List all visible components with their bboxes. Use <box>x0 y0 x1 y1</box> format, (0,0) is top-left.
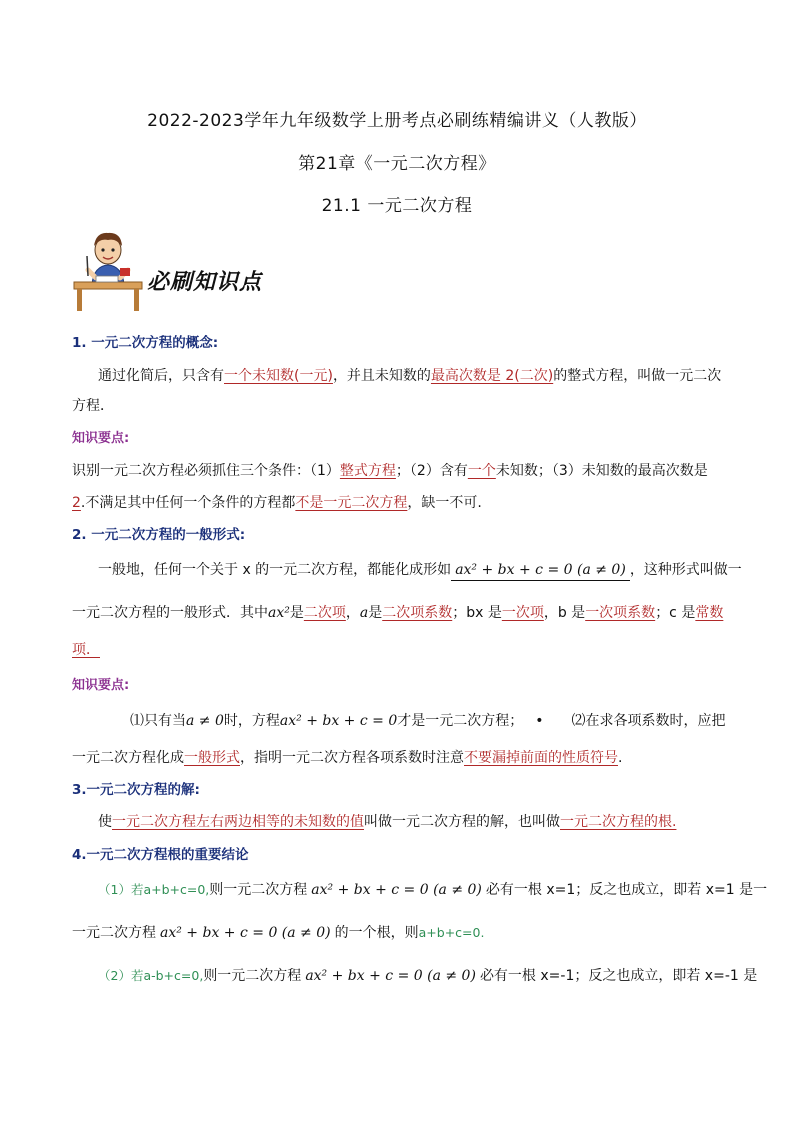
section-2-paragraph-line-2: 一元二次方程的一般形式．其中ax²是二次项，a是二次项系数；bx 是一次项，b 是一次项系数；c 是常数 <box>72 605 724 621</box>
section-title: 21.1 一元二次方程 <box>321 196 473 216</box>
section-3-paragraph: 使一元二次方程左右两边相等的未知数的值叫做一元二次方程的解，也叫做一元二次方程的根. <box>98 814 677 830</box>
section-2-key-points-label: 知识要点: <box>72 678 130 693</box>
student-at-desk-icon <box>72 226 144 312</box>
section-1-paragraph-line-1: 通过化简后，只含有一个未知数(一元)，并且未知数的最高次数是 2(二次)的整式方程，叫做一元二次 <box>98 368 722 384</box>
section-4-result-2-line-1: （2）若a-b+c=0,则一元二次方程 ax² + bx + c = 0 (a ≠ 0) 必有一根 x=-1；反之也成立，即若 x=-1 是 <box>98 968 758 984</box>
section-1-key-line-1: 识别一元二次方程必须抓住三个条件：（1）整式方程；（2）含有一个未知数；（3）未知数的最高次数是 <box>72 463 708 479</box>
section-2-key-line-1: ⑴只有当a ≠ 0时，方程ax² + bx + c = 0才是一元二次方程； • ⑵在求各项系数时，应把 <box>130 713 726 729</box>
section-4-result-1-line-2: 一元二次方程 ax² + bx + c = 0 (a ≠ 0) 的一个根，则a+b+c=0. <box>72 925 485 941</box>
section-4-heading: 4.一元二次方程根的重要结论 <box>72 847 249 863</box>
chapter-title: 第21章《一元二次方程》 <box>298 154 496 174</box>
section-banner-label: 必刷知识点 <box>147 269 263 295</box>
document-title: 2022-2023学年九年级数学上册考点必刷练精编讲义（人教版） <box>147 111 647 131</box>
section-2-heading: 2. 一元二次方程的一般形式: <box>72 527 246 543</box>
section-2-paragraph-line-1: 一般地，任何一个关于 x 的一元二次方程，都能化成形如 ax² + bx + c = 0 (a ≠ 0) ，这种形式叫做一 <box>98 560 742 580</box>
section-3-heading: 3.一元二次方程的解: <box>72 782 200 798</box>
section-1-heading: 1. 一元二次方程的概念: <box>72 335 219 351</box>
section-4-result-1-line-1: （1）若a+b+c=0,则一元二次方程 ax² + bx + c = 0 (a ≠ 0) 必有一根 x=1；反之也成立，即若 x=1 是一 <box>98 882 768 898</box>
section-2-paragraph-line-3: 项． <box>72 642 100 658</box>
section-1-key-line-2: 2.不满足其中任何一个条件的方程都不是一元二次方程，缺一不可. <box>72 495 482 511</box>
section-2-key-line-2: 一元二次方程化成一般形式，指明一元二次方程各项系数时注意不要漏掉前面的性质符号. <box>72 750 623 766</box>
general-form-formula: ax² + bx + c = 0 (a ≠ 0) <box>451 562 630 581</box>
section-1-key-points-label: 知识要点: <box>72 431 130 446</box>
section-1-paragraph-line-2: 方程． <box>72 398 114 414</box>
